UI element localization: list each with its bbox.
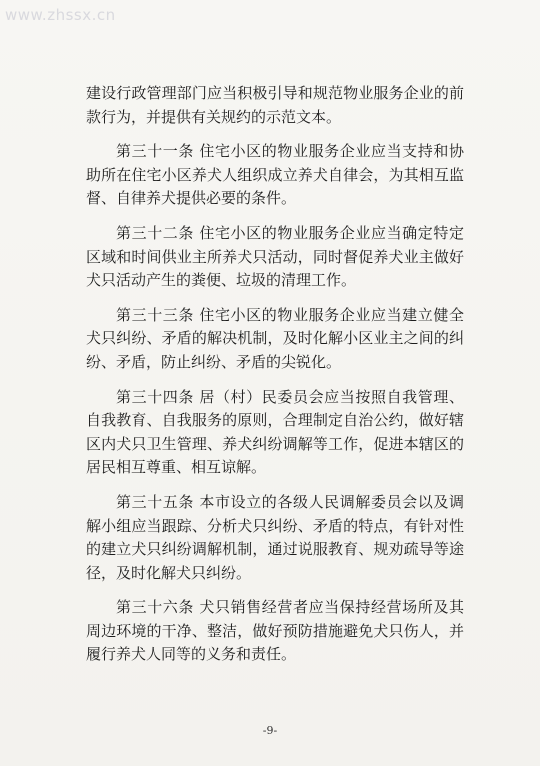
article-36: 第三十六条 犬只销售经营者应当保持经营场所及其周边环境的干净、整洁，做好预防措施避免犬只伤人，并履行养犬人同等的义务和责任。 (86, 598, 464, 664)
article-34: 第三十四条 居（村）民委员会应当按照自我管理、自我教育、自我服务的原则，合理制定自治公约，做好辖区内犬只卫生管理、养犬纠纷调解等工作，促进本辖区的居民相互尊重、相互谅解。 (86, 387, 464, 477)
article-31: 第三十一条 住宅小区的物业服务企业应当支持和协助所在住宅小区养犬人组织成立养犬自律会，为其相互监督、自律养犬提供必要的条件。 (86, 142, 464, 208)
article-33: 第三十三条 住宅小区的物业服务企业应当建立健全犬只纠纷、矛盾的解决机制，及时化解小区业主之间的纠纷、矛盾，防止纠纷、矛盾的尖锐化。 (86, 305, 464, 371)
watermark: www.zhssx.cn (5, 6, 116, 24)
article-35: 第三十五条 本市设立的各级人民调解委员会以及调解小组应当跟踪、分析犬只纠纷、矛盾的特点，有针对性的建立犬只纠纷调解机制，通过说服教育、规劝疏导等途径，及时化解犬只纠纷。 (86, 492, 464, 582)
article-32: 第三十二条 住宅小区的物业服务企业应当确定特定区域和时间供业主所养犬只活动，同时督促养犬业主做好犬只活动产生的粪便、垃圾的清理工作。 (86, 223, 464, 290)
document-body (86, 82, 464, 678)
page-number: -9- (262, 724, 278, 737)
paragraph-continued: 建设行政管理部门应当积极引导和规范物业服务企业的前款行为，并提供有关规约的示范文本。 (86, 84, 464, 126)
